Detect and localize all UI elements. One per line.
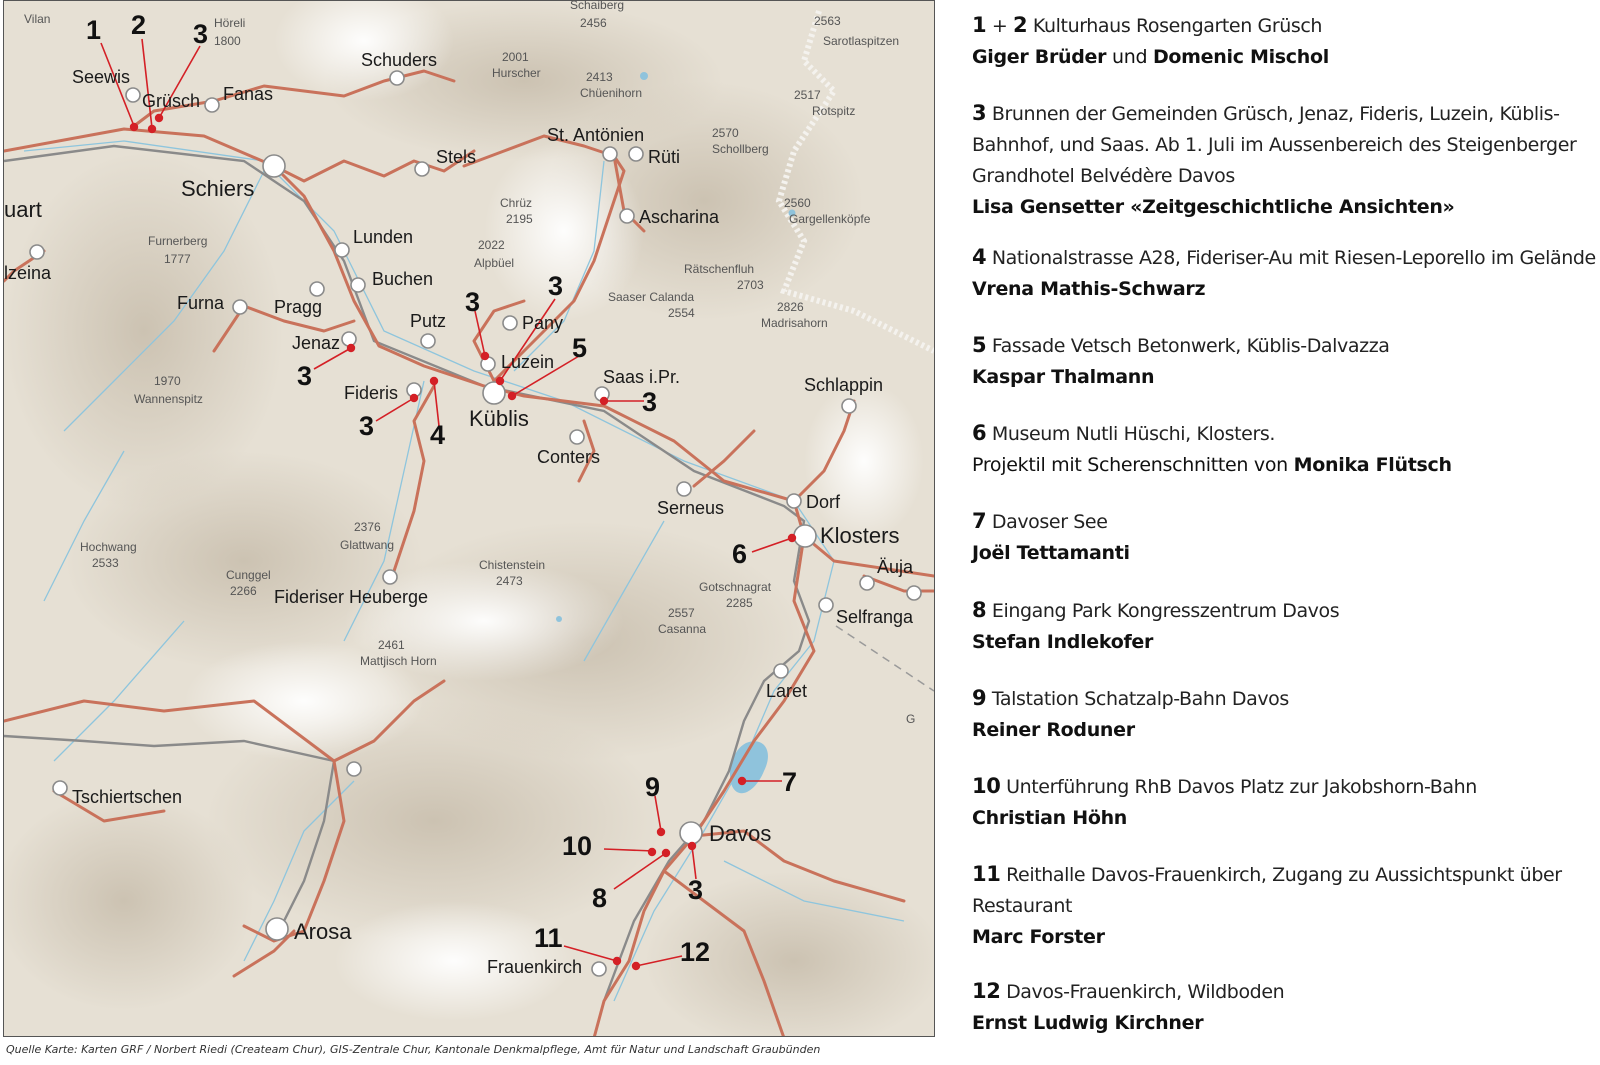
peak-elevation: 2022 <box>478 238 505 252</box>
place-label: Conters <box>537 447 601 467</box>
place-label: Küblis <box>469 406 529 431</box>
peak-label: Casanna <box>658 622 707 636</box>
legend-entry-artist <box>972 922 1597 953</box>
legend-entry-title <box>972 418 1597 450</box>
legend-entry-title <box>972 771 1597 803</box>
peak-label: Sarotlaspitzen <box>823 34 900 48</box>
peak-elevation: 2826 <box>777 300 804 314</box>
legend-entry-location: Unterführung RhB Davos Platz zur Jakobshorn-Bahn <box>1006 776 1477 798</box>
legend-entry-location: Reithalle Davos-Frauenkirch, Zugang zu Aussichtspunkt über Restaurant <box>972 864 1562 917</box>
artist-name: Vrena Mathis-Schwarz <box>972 278 1206 300</box>
peak-elevation: 2517 <box>794 88 821 102</box>
map-canvas <box>4 1 935 1037</box>
place-label: Schuders <box>361 50 438 70</box>
peak-label: Rätschenfluh <box>684 262 755 276</box>
legend-entry-separator: + <box>986 15 1014 37</box>
legend-entry-title <box>972 859 1597 922</box>
artwork-number-4: 4 <box>430 420 446 450</box>
peak-elevation: 2376 <box>354 520 381 534</box>
artwork-number-9: 9 <box>645 772 661 802</box>
place-label: Tschiertschen <box>72 787 183 807</box>
legend-entry-artist <box>972 274 1597 305</box>
artist-name: Marc Forster <box>972 926 1105 948</box>
peak-elevation: 2554 <box>668 306 695 320</box>
artist-name: Kaspar Thalmann <box>972 366 1155 388</box>
legend-entry-location: Fassade Vetsch Betonwerk, Küblis-Dalvazza <box>991 335 1390 357</box>
peak-elevation: 2570 <box>712 126 739 140</box>
peak-elevation: 2473 <box>496 574 523 588</box>
place-label: Saas i.Pr. <box>603 367 681 387</box>
artwork-number-6: 6 <box>732 539 748 569</box>
peak-elevation: 2266 <box>230 584 257 598</box>
peak-label: Schaiberg <box>570 1 625 12</box>
place-label: Seewis <box>72 67 131 87</box>
legend-entry-number: 2 <box>1013 13 1028 37</box>
legend-entry <box>972 595 1597 658</box>
edge-label: G <box>906 712 916 726</box>
place-label: Selfranga <box>836 607 914 627</box>
peak-label: Madrisahorn <box>761 316 828 330</box>
peak-elevation: 2456 <box>580 16 607 30</box>
peak-label: Chrüz <box>500 196 533 210</box>
artwork-number-3: 3 <box>465 287 481 317</box>
peak-elevation: 1970 <box>154 374 181 388</box>
artist-name: Reiner Roduner <box>972 719 1135 741</box>
place-label: Vilan <box>24 12 51 26</box>
legend-entry-artist <box>972 1008 1597 1039</box>
legend-entry-artist <box>972 627 1597 658</box>
legend-entry-number: 12 <box>972 979 1001 1003</box>
peak-label: Mattjisch Horn <box>360 654 437 668</box>
legend-entry-artist <box>972 538 1597 569</box>
artist-name: Ernst Ludwig Kirchner <box>972 1012 1204 1034</box>
map-source-credit: Quelle Karte: Karten GRF / Norbert Riedi (Createam Chur), GIS-Zentrale Chur, Kantonale Denkmalpflege, Amt für Natur und Landschaft Graubünden <box>6 1043 821 1056</box>
legend-entry <box>972 330 1597 393</box>
place-label: Schiers <box>181 176 255 201</box>
legend-entry-title <box>972 98 1597 192</box>
map[interactable] <box>3 0 935 1037</box>
place-label: Stels <box>436 147 477 167</box>
legend-entry-location: Kulturhaus Rosengarten Grüsch <box>1032 15 1323 37</box>
artwork-number-3: 3 <box>688 875 704 905</box>
peak-elevation: 2195 <box>506 212 533 226</box>
legend-entry-artist <box>972 450 1597 481</box>
legend-entry-location: Eingang Park Kongresszentrum Davos <box>991 600 1340 622</box>
artist-name: Lisa Gensetter «Zeitgeschichtliche Ansichten» <box>972 196 1455 218</box>
artist-text: und <box>1106 46 1153 68</box>
peak-label: Rotspitz <box>812 104 856 118</box>
place-label: Buchen <box>372 269 434 289</box>
peak-label: Furnerberg <box>148 234 208 248</box>
peak-elevation: 2461 <box>378 638 405 652</box>
small-lake <box>556 616 562 622</box>
peak-label: Schollberg <box>712 142 769 156</box>
place-label: Klosters <box>820 523 900 548</box>
peak-label: Hochwang <box>80 540 137 554</box>
artwork-number-3: 3 <box>297 361 313 391</box>
legend-entry-location: Davoser See <box>991 511 1108 533</box>
legend-entry <box>972 10 1597 73</box>
artwork-number-11: 11 <box>534 923 563 953</box>
artwork-number-5: 5 <box>572 333 588 363</box>
place-label: Laret <box>766 681 808 701</box>
legend-entry-number: 3 <box>972 101 987 125</box>
peak-elevation: 1800 <box>214 34 241 48</box>
artwork-number-3: 3 <box>193 19 209 49</box>
place-label: Grüsch <box>142 91 201 111</box>
artist-name: Giger Brüder <box>972 46 1107 68</box>
legend-entry <box>972 98 1597 223</box>
legend-entry-artist <box>972 192 1597 223</box>
artist-name: Monika Flütsch <box>1293 454 1452 476</box>
peak-label: Alpbüel <box>474 256 515 270</box>
place-label: uart <box>4 197 42 222</box>
artwork-number-3: 3 <box>359 411 375 441</box>
legend-entry <box>972 242 1597 305</box>
place-label: Pany <box>522 313 564 333</box>
legend-entry-location: Talstation Schatzalp-Bahn Davos <box>991 688 1289 710</box>
legend-entry-artist <box>972 803 1597 834</box>
legend-entry-number: 4 <box>972 245 987 269</box>
peak-label: Saaser Calanda <box>608 290 695 304</box>
legend-entry-location: Brunnen der Gemeinden Grüsch, Jenaz, Fideris, Luzein, Küblis-Bahnhof, und Saas. Ab 1. Juli im Aussenbereich des Steigenberger Grandhotel Belvédère Davos <box>972 103 1577 187</box>
legend-entry-artist <box>972 42 1597 73</box>
place-label: Dorf <box>806 492 841 512</box>
peak-elevation: 2285 <box>726 596 753 610</box>
legend-entry <box>972 418 1597 481</box>
legend-entry-number: 8 <box>972 598 987 622</box>
peak-elevation: 2563 <box>814 14 841 28</box>
peak-label: Gotschnagrat <box>699 580 772 594</box>
peak-label: Gargellenköpfe <box>789 212 871 226</box>
artist-name: Domenic Mischol <box>1152 46 1329 68</box>
legend-entry-title <box>972 976 1597 1008</box>
artist-name: Stefan Indlekofer <box>972 631 1154 653</box>
place-label: Schlappin <box>804 375 884 395</box>
artist-name: Christian Höhn <box>972 807 1128 829</box>
small-lake <box>640 72 648 80</box>
legend-entry-title <box>972 10 1597 42</box>
legend-entry-number: 10 <box>972 774 1001 798</box>
peak-elevation: 2703 <box>737 278 764 292</box>
place-label: St. Antönien <box>547 125 645 145</box>
legend-entry-number: 9 <box>972 686 987 710</box>
legend-entry-location: Davos-Frauenkirch, Wildboden <box>1006 981 1285 1003</box>
peak-elevation: 1777 <box>164 252 191 266</box>
legend-entry-number: 5 <box>972 333 987 357</box>
place-label: Ascharina <box>639 207 720 227</box>
place-label: Fideriser Heuberge <box>274 587 429 607</box>
artwork-number-2: 2 <box>131 10 147 40</box>
legend-entry <box>972 771 1597 834</box>
peak-label: Glattwang <box>340 538 395 552</box>
place-label: Putz <box>410 311 447 331</box>
artist-name: Joël Tettamanti <box>972 542 1130 564</box>
legend-entry-number: 11 <box>972 862 1001 886</box>
place-label: Rüti <box>648 147 681 167</box>
legend-entry-location: Museum Nutli Hüschi, Klosters. <box>991 423 1275 445</box>
place-label: Arosa <box>294 919 352 944</box>
artwork-number-3: 3 <box>642 387 658 417</box>
legend-entry <box>972 506 1597 569</box>
peak-label: Hurscher <box>492 66 541 80</box>
place-label: Serneus <box>657 498 725 518</box>
artwork-number-3: 3 <box>548 271 564 301</box>
legend-entry-number: 6 <box>972 421 987 445</box>
artist-text: Projektil mit Scherenschnitten von <box>972 454 1294 476</box>
place-label: Frauenkirch <box>487 957 583 977</box>
place-label: Jenaz <box>292 333 341 353</box>
legend-entry-number: 1 <box>972 13 987 37</box>
legend-entry <box>972 683 1597 746</box>
artwork-number-8: 8 <box>592 883 608 913</box>
place-label: Pragg <box>274 297 323 317</box>
peak-elevation: 2533 <box>92 556 119 570</box>
peak-elevation: 2413 <box>586 70 613 84</box>
artwork-number-10: 10 <box>562 831 593 861</box>
peak-label: Höreli <box>214 16 246 30</box>
legend-entry-title <box>972 330 1597 362</box>
legend-entry-title <box>972 595 1597 627</box>
legend-entry-title <box>972 683 1597 715</box>
place-label: Fideris <box>344 383 399 403</box>
peak-label: Chistenstein <box>479 558 546 572</box>
peak-elevation: 2560 <box>784 196 811 210</box>
legend-entry <box>972 976 1597 1039</box>
artwork-number-7: 7 <box>782 767 798 797</box>
artwork-number-12: 12 <box>680 937 711 967</box>
peak-label: Cunggel <box>226 568 271 582</box>
legend-entry-artist <box>972 715 1597 746</box>
peak-elevation: 2557 <box>668 606 695 620</box>
artwork-number-1: 1 <box>86 15 102 45</box>
peak-elevation: 2001 <box>502 50 529 64</box>
place-label: Fanas <box>223 84 274 104</box>
peak-label: Chüenihorn <box>580 86 643 100</box>
place-label: Äuja <box>877 557 914 577</box>
place-label: Davos <box>709 821 772 846</box>
place-label: Luzein <box>501 352 555 372</box>
place-label: Furna <box>177 293 225 313</box>
place-label: Lunden <box>353 227 414 247</box>
legend-entry-number: 7 <box>972 509 987 533</box>
legend-entry-artist <box>972 362 1597 393</box>
peak-label: Wannenspitz <box>134 392 203 406</box>
legend-entry-title <box>972 506 1597 538</box>
legend-entry <box>972 859 1597 953</box>
legend-entry-title <box>972 242 1597 274</box>
legend-entry-location: Nationalstrasse A28, Fideriser-Au mit Riesen-Leporello im Gelände <box>991 247 1596 269</box>
place-label: lzeina <box>4 263 52 283</box>
